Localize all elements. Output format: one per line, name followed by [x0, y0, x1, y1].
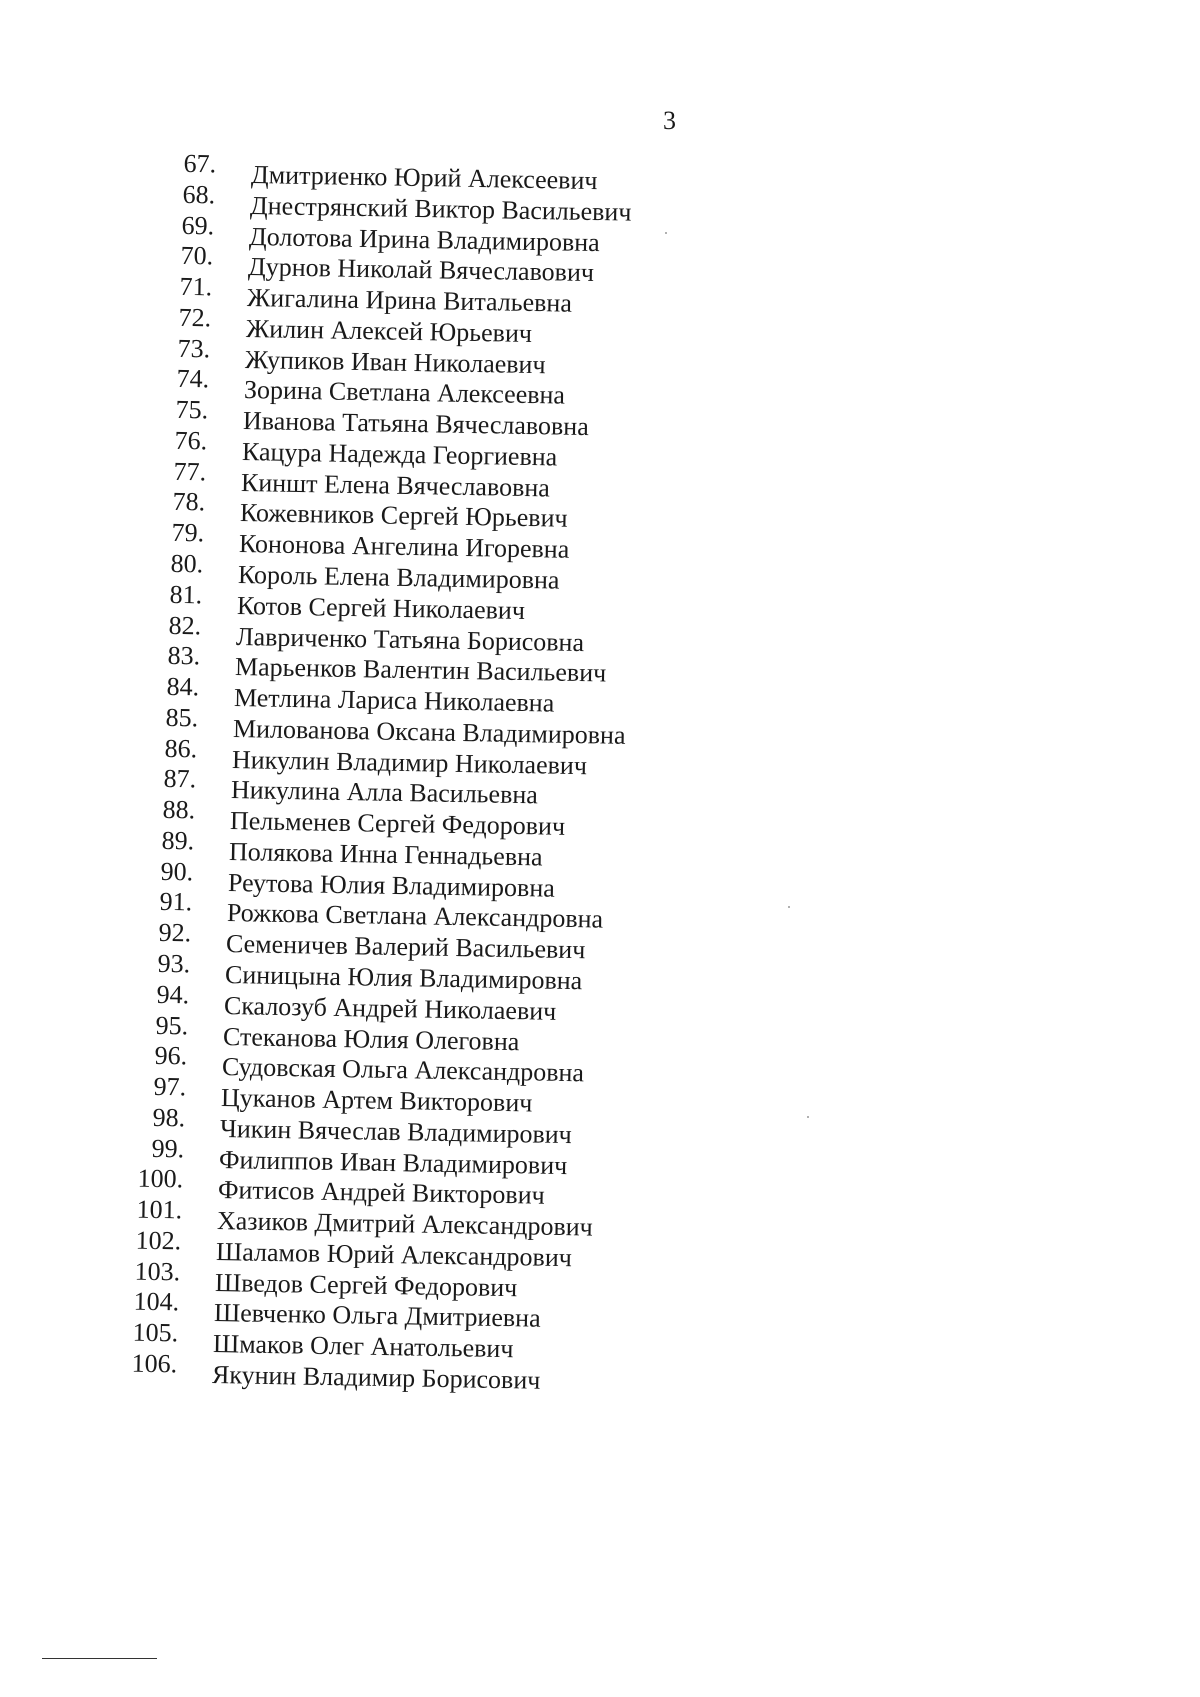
- item-name: Полякова Инна Геннадьевна: [228, 836, 543, 872]
- item-number: 84.: [166, 671, 200, 702]
- item-name: Жупиков Иван Николаевич: [244, 344, 546, 379]
- item-name: Никулин Владимир Николаевич: [231, 744, 588, 780]
- item-name: Шведов Сергей Федорович: [214, 1267, 518, 1302]
- item-number: 80.: [170, 548, 204, 579]
- list-item: [178, 302, 533, 348]
- item-name: Семеничев Валерий Васильевич: [225, 929, 586, 965]
- item-name: Долотова Ирина Владимировна: [248, 221, 600, 257]
- item-name: Милованова Оксана Владимировна: [232, 713, 626, 750]
- list-item: [169, 579, 526, 625]
- item-name: Киншт Елена Вячеславовна: [240, 467, 551, 503]
- item-number: 92.: [158, 918, 192, 948]
- list-item: [177, 333, 546, 379]
- item-name: Метлина Лариса Николаевна: [233, 683, 555, 718]
- item-name: Жигалина Ирина Витальевна: [246, 283, 573, 318]
- item-name: Реутова Юлия Владимировна: [227, 867, 556, 903]
- item-number: 77.: [173, 456, 207, 487]
- item-number: 70.: [180, 241, 214, 271]
- item-number: 78.: [172, 487, 206, 517]
- item-name: Чикин Вячеслав Владимирович: [219, 1113, 573, 1149]
- item-name: Якунин Владимир Борисович: [211, 1360, 541, 1395]
- item-number: 75.: [175, 394, 209, 425]
- item-name: Дурнов Николай Вячеславович: [247, 252, 595, 288]
- item-number: 86.: [164, 733, 198, 763]
- item-name: Кожевников Сергей Юрьевич: [239, 498, 568, 534]
- scan-speck: [788, 906, 790, 908]
- footer-rule: [42, 1658, 157, 1659]
- scan-speck: [665, 232, 667, 234]
- item-name: Скалозуб Андрей Николаевич: [223, 990, 557, 1026]
- item-name: Пельменев Сергей Федорович: [229, 806, 566, 841]
- item-number: 102.: [135, 1225, 182, 1256]
- item-number: 87.: [163, 764, 197, 794]
- item-number: 83.: [167, 641, 201, 671]
- item-name: Рожкова Светлана Александровна: [226, 898, 604, 935]
- item-name: Стеканова Юлия Олеговна: [222, 1021, 520, 1056]
- scan-speck: [807, 1116, 809, 1118]
- list-item: [131, 1348, 541, 1395]
- item-number: 81.: [169, 579, 203, 610]
- item-number: 68.: [182, 179, 216, 210]
- item-name: Цуканов Артем Викторович: [220, 1083, 533, 1118]
- item-number: 94.: [156, 979, 190, 1010]
- list-item: [151, 1133, 568, 1180]
- item-number: 98.: [152, 1102, 186, 1133]
- item-number: 73.: [177, 333, 211, 363]
- item-number: 91.: [159, 887, 193, 917]
- item-number: 67.: [183, 148, 217, 179]
- item-name: Дмитриенко Юрий Алексеевич: [250, 160, 598, 196]
- item-name: Хазиков Дмитрий Александрович: [216, 1206, 593, 1242]
- item-number: 97.: [153, 1071, 187, 1102]
- item-number: 106.: [131, 1348, 178, 1379]
- item-name: Жилин Алексей Юрьевич: [245, 313, 533, 348]
- item-name: Марьенков Валентин Васильевич: [234, 652, 607, 688]
- item-number: 89.: [161, 825, 195, 856]
- item-number: 85.: [165, 702, 199, 733]
- item-name: Судовская Ольга Александровна: [221, 1052, 585, 1088]
- item-name: Шмаков Олег Анатольевич: [212, 1329, 514, 1364]
- item-number: 88.: [162, 794, 196, 825]
- item-name: Днестрянский Виктор Васильевич: [249, 190, 632, 227]
- item-name: Зорина Светлана Алексеевна: [243, 375, 566, 410]
- item-name: Кацура Надежда Георгиевна: [241, 436, 558, 472]
- item-number: 74.: [176, 364, 210, 394]
- item-number: 99.: [151, 1133, 185, 1163]
- item-name: Котов Сергей Николаевич: [236, 590, 526, 625]
- item-name: Филиппов Иван Владимирович: [218, 1144, 568, 1180]
- item-number: 96.: [154, 1041, 188, 1071]
- item-number: 76.: [174, 425, 208, 456]
- page-number: 3: [663, 106, 676, 135]
- item-number: 79.: [171, 518, 205, 548]
- item-name: Лавриченко Татьяна Борисовна: [235, 621, 585, 657]
- item-name: Иванова Татьяна Вячеславовна: [242, 406, 590, 442]
- item-number: 103.: [134, 1256, 181, 1287]
- item-name: Синицына Юлия Владимировна: [224, 960, 583, 996]
- item-name: Король Елена Владимировна: [237, 560, 560, 595]
- item-number: 69.: [181, 210, 215, 240]
- item-number: 105.: [132, 1317, 179, 1348]
- list-item: [155, 1010, 520, 1056]
- list-item: [134, 1256, 518, 1302]
- item-number: 72.: [178, 302, 212, 333]
- item-name: Кононова Ангелина Игоревна: [238, 529, 570, 564]
- item-number: 100.: [137, 1163, 184, 1194]
- item-name: Фитисов Андрей Викторович: [217, 1175, 545, 1211]
- item-number: 71.: [179, 271, 213, 302]
- item-number: 93.: [157, 948, 191, 979]
- item-name: Шевченко Ольга Дмитриевна: [213, 1298, 541, 1334]
- item-number: 101.: [136, 1194, 183, 1225]
- item-name: Никулина Алла Васильевна: [230, 775, 539, 810]
- item-name: Шаламов Юрий Александрович: [215, 1236, 573, 1273]
- item-number: 90.: [160, 856, 194, 887]
- item-number: 82.: [168, 610, 202, 640]
- item-number: 95.: [155, 1010, 189, 1040]
- item-number: 104.: [133, 1287, 180, 1317]
